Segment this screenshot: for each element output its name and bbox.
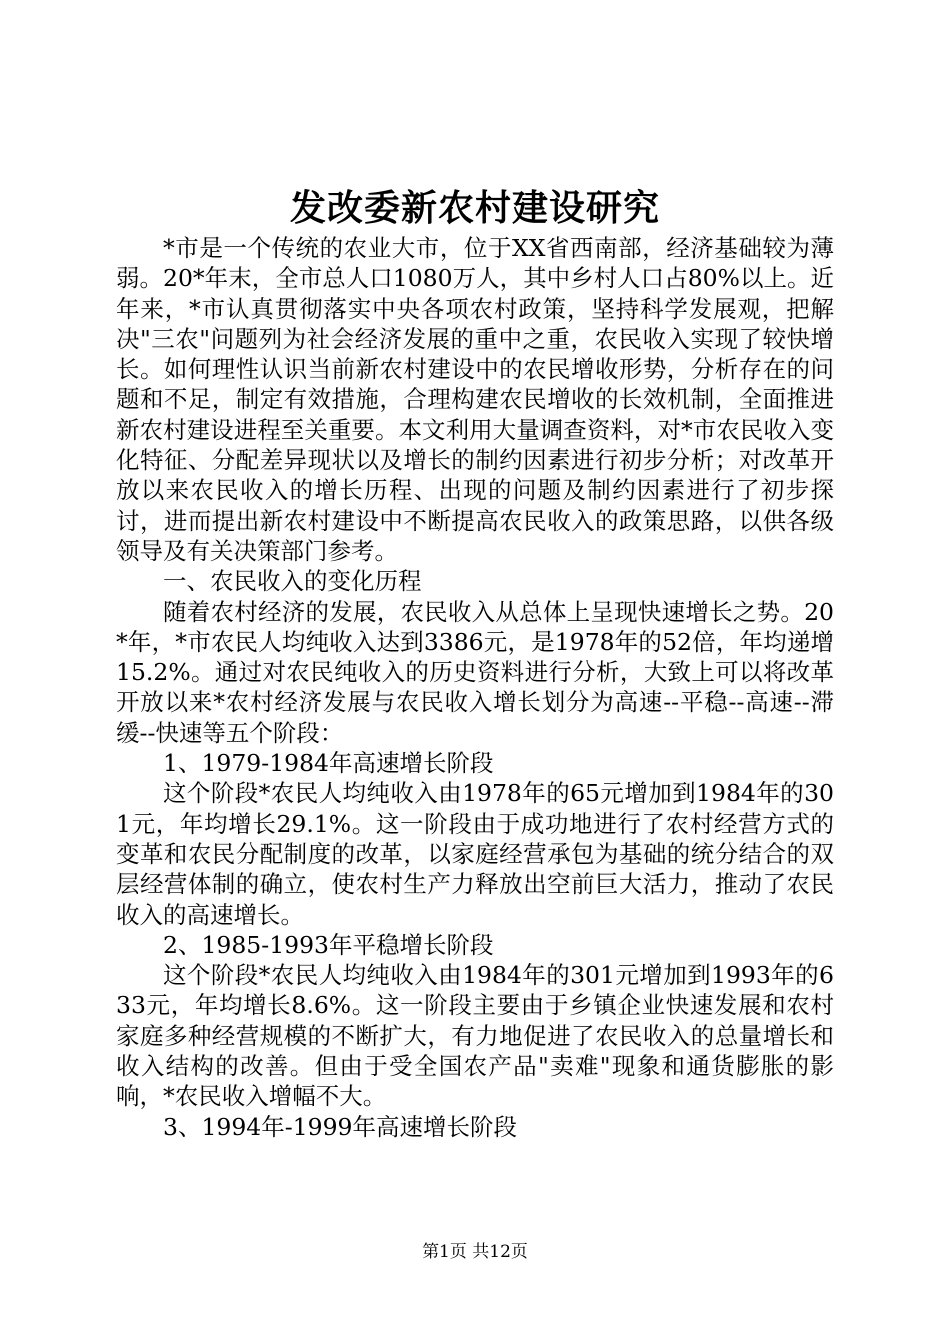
stage-heading-2: 2、1985-1993年平稳增长阶段 — [163, 930, 494, 959]
stage-heading-3: 3、1994年-1999年高速增长阶段 — [163, 1112, 518, 1141]
intro-paragraph: *市是一个传统的农业大市，位于XX省西南部，经济基础较为薄弱。20*年末，全市总人口1080万人，其中乡村人口占80%以上。近年来，*市认真贯彻落实中央各项农村政策，坚持科学发展观，把解决"三农"问题列为社会经济发展的重中之重，农民收入实现了较快增长。如何理性认识当前新农村建设中的农民增收形势，分析存在的问题和不足，制定有效措施，合理构建农民增收的长效机制，全面推进新农村建设进程至关重要。本文利用大量调查资料，对*市农民收入变化特征、分配差异现状以及增长的制约因素进行初步分析；对改革开放以来农民收入的增长历程、出现的问题及制约因素进行了初步探讨，进而提出新农村建设中不断提高农民收入的政策思路，以供各级领导及有关决策部门参考。 — [116, 234, 834, 565]
section-heading-1: 一、农民收入的变化历程 — [163, 567, 422, 596]
page-title: 发改委新农村建设研究 — [289, 187, 660, 229]
stage-2-paragraph: 这个阶段*农民人均纯收入由1984年的301元增加到1993年的633元，年均增长8.6%。这一阶段主要由于乡镇企业快速发展和农村家庭多种经营规模的不断扩大，有力地促进了农民收入的总量增长和收入结构的改善。但由于受全国农产品"卖难"现象和通货膨胀的影响，*农民收入增幅不大。 — [116, 961, 834, 1111]
document-body — [116, 233, 834, 1142]
stage-1-paragraph: 这个阶段*农民人均纯收入由1978年的65元增加到1984年的301元，年均增长29.1%。这一阶段由于成功地进行了农村经营方式的变革和农民分配制度的改革，以家庭经营承包为基础的统分结合的双层经营体制的确立，使农村生产力释放出空前巨大活力，推动了农民收入的高速增长。 — [116, 779, 834, 929]
stage-heading-1: 1、1979-1984年高速增长阶段 — [163, 749, 494, 778]
section-1-paragraph: 随着农村经济的发展，农民收入从总体上呈现快速增长之势。20*年，*市农民人均纯收入达到3386元，是1978年的52倍，年均递增15.2%。通过对农民纯收入的历史资料进行分析，大致上可以将改革开放以来*农村经济发展与农民收入增长划分为高速--平稳--高速--滞缓--快速等五个阶段： — [116, 597, 834, 747]
page-number-footer: 第1页 共12页 — [422, 1242, 528, 1262]
